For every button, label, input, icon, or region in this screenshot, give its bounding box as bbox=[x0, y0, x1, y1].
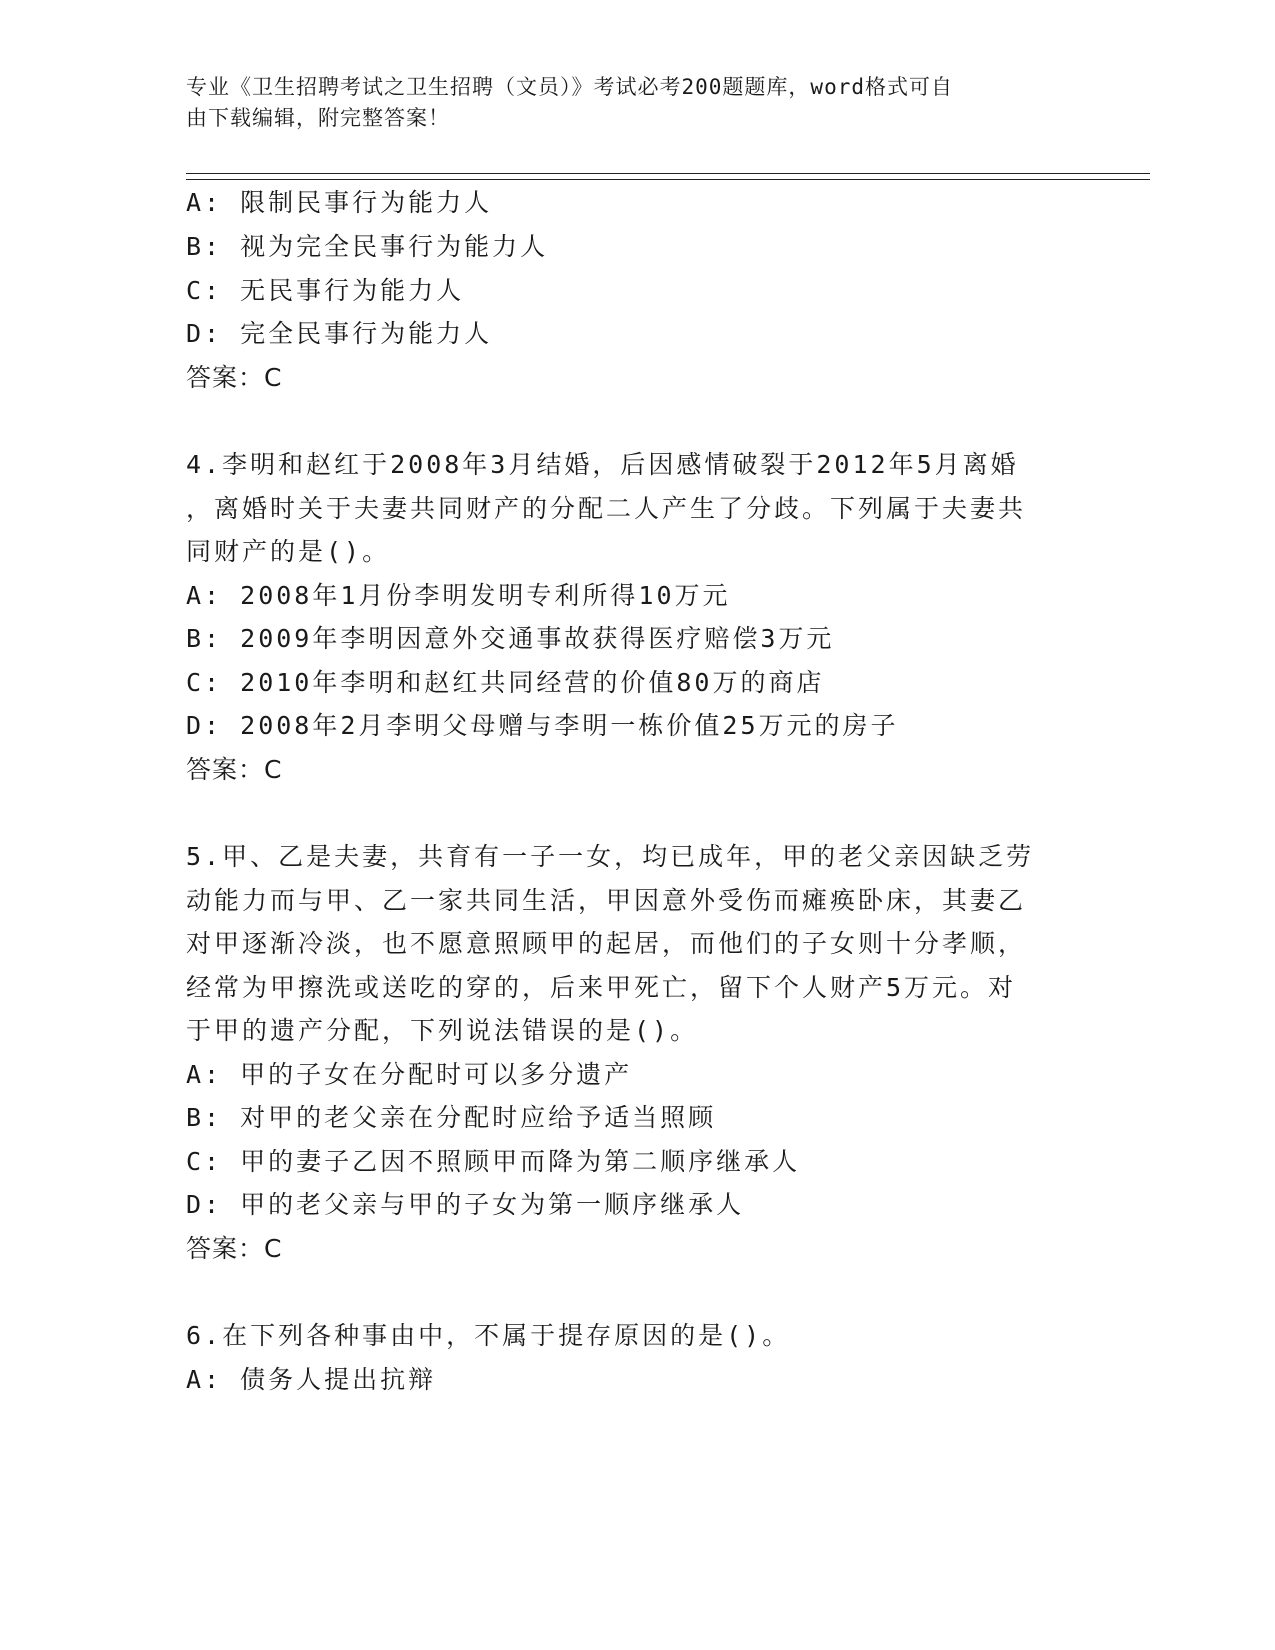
q5-option-a: A: 甲的子女在分配时可以多分遗产 bbox=[186, 1060, 633, 1089]
q4-answer: 答案：C bbox=[186, 755, 283, 784]
q3-option-a: A: 限制民事行为能力人 bbox=[186, 188, 493, 217]
q6-option-a: A: 债务人提出抗辩 bbox=[186, 1365, 437, 1394]
header-divider-top bbox=[186, 173, 1150, 174]
q5-option-b: B: 对甲的老父亲在分配时应给予适当照顾 bbox=[186, 1103, 717, 1132]
header-line-2: 由下载编辑，附完整答案！ bbox=[186, 106, 450, 130]
q3-option-b: B: 视为完全民事行为能力人 bbox=[186, 232, 549, 261]
q5-option-c: C: 甲的妻子乙因不照顾甲而降为第二顺序继承人 bbox=[186, 1147, 801, 1176]
q4-stem-line-1: 4.李明和赵红于2008年3月结婚，后因感情破裂于2012年5月离婚 bbox=[186, 450, 1019, 479]
q3-option-c: C: 无民事行为能力人 bbox=[186, 276, 465, 305]
q5-stem-line-3: 对甲逐渐冷淡，也不愿意照顾甲的起居，而他们的子女则十分孝顺， bbox=[186, 929, 1027, 958]
q3-option-d: D: 完全民事行为能力人 bbox=[186, 319, 493, 348]
q3-answer: 答案：C bbox=[186, 363, 283, 392]
q4-option-b: B: 2009年李明因意外交通事故获得医疗赔偿3万元 bbox=[186, 624, 835, 653]
q4-stem-line-2: ，离婚时关于夫妻共同财产的分配二人产生了分歧。下列属于夫妻共 bbox=[186, 494, 1027, 523]
q4-stem-line-3: 同财产的是()。 bbox=[186, 537, 391, 566]
q4-option-d: D: 2008年2月李明父母赠与李明一栋价值25万元的房子 bbox=[186, 711, 899, 740]
header-line-1: 专业《卫生招聘考试之卫生招聘（文员）》考试必考200题题库，word格式可自 bbox=[186, 75, 953, 99]
q6-stem-line-1: 6.在下列各种事由中，不属于提存原因的是()。 bbox=[186, 1321, 791, 1350]
q5-stem-line-1: 5.甲、乙是夫妻，共育有一子一女，均已成年，甲的老父亲因缺乏劳 bbox=[186, 842, 1035, 871]
q4-option-c: C: 2010年李明和赵红共同经营的价值80万的商店 bbox=[186, 668, 825, 697]
q5-option-d: D: 甲的老父亲与甲的子女为第一顺序继承人 bbox=[186, 1190, 745, 1219]
header-divider-bottom bbox=[186, 179, 1150, 180]
q5-stem-line-4: 经常为甲擦洗或送吃的穿的，后来甲死亡，留下个人财产5万元。对 bbox=[186, 973, 1017, 1002]
q5-stem-line-2: 动能力而与甲、乙一家共同生活，甲因意外受伤而瘫痪卧床，其妻乙 bbox=[186, 886, 1027, 915]
q4-option-a: A: 2008年1月份李明发明专利所得10万元 bbox=[186, 581, 731, 610]
q5-answer: 答案：C bbox=[186, 1234, 283, 1263]
document-header bbox=[186, 72, 1066, 134]
q5-stem-line-5: 于甲的遗产分配，下列说法错误的是()。 bbox=[186, 1016, 699, 1045]
